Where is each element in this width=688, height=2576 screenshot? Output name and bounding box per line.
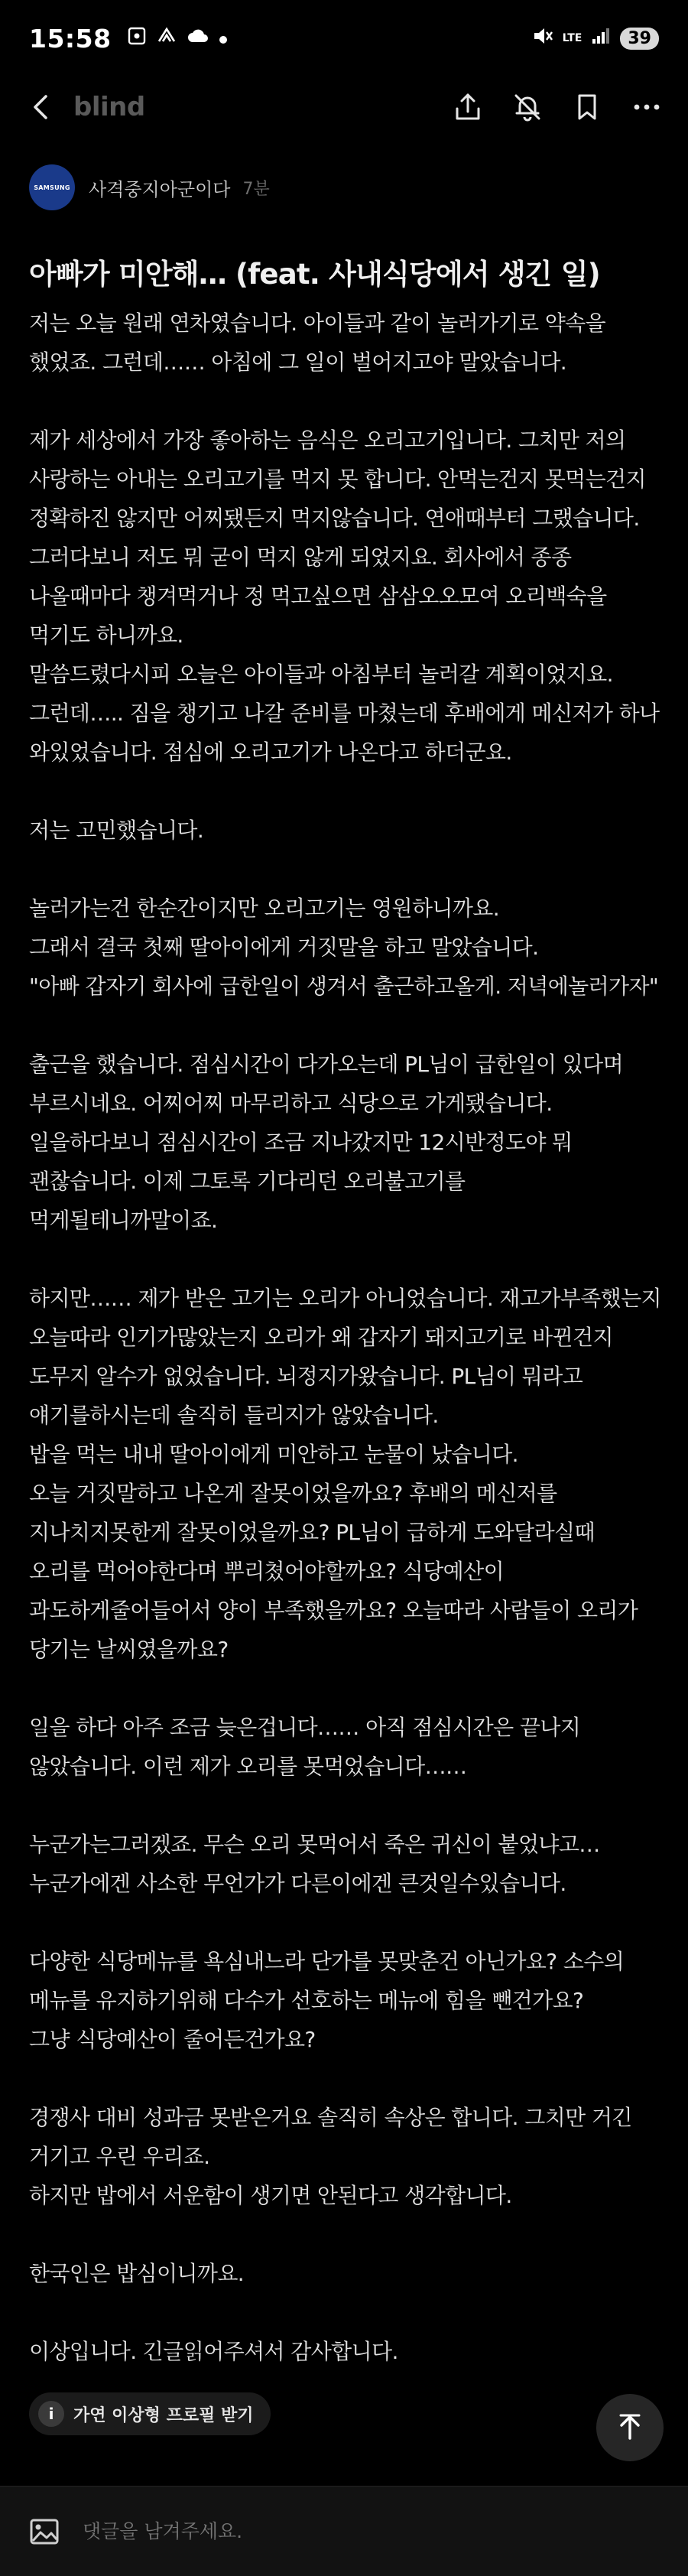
post-body-line: 밥을 먹는 내내 딸아이에게 미안하고 눈물이 났습니다.	[29, 1442, 518, 1467]
paragraph-gap	[29, 2059, 664, 2098]
notification-off-button[interactable]	[509, 89, 546, 125]
paragraph-gap	[29, 1786, 664, 1825]
post-body-line: "아빠 갑자기 회사에 급한일이 생겨서 출근하고올게. 저녁에놀러가자"	[29, 974, 659, 999]
post-body-line: 얘기를하시는데 솔직히 들리지가 않았습니다.	[29, 1403, 439, 1428]
post-body-line: 거기고 우린 우리죠.	[29, 2144, 210, 2169]
post-body-line: 말씀드렸다시피 오늘은 아이들과 아침부터 놀러갈 계획이었지요.	[29, 662, 613, 687]
more-icon	[631, 92, 662, 122]
post-body-line: 그냥 식당예산이 줄어든건가요?	[29, 2027, 316, 2052]
signal-icon	[591, 27, 611, 50]
status-left-icons	[127, 26, 228, 51]
share-icon	[453, 92, 483, 122]
post-body-line: 누군가는그러겠죠. 무슨 오리 못먹어서 죽은 귀신이 붙었냐고…	[29, 1832, 600, 1857]
post-body-line: 부르시네요. 어찌어찌 마무리하고 식당으로 가게됐습니다.	[29, 1091, 553, 1116]
post-body-line: 경쟁사 대비 성과금 못받은거요 솔직히 속상은 합니다. 그치만 거긴	[29, 2105, 632, 2130]
post-body-line: 그러다보니 저도 뭐 굳이 먹지 않게 되었지요. 회사에서 종종	[29, 545, 572, 570]
profile-chip[interactable]	[29, 2392, 271, 2435]
post-body-line: 저는 고민했습니다.	[29, 818, 204, 843]
arrow-up-icon	[615, 2412, 645, 2443]
post-body-line: 당기는 날씨였을까요?	[29, 1637, 229, 1662]
paragraph-gap	[29, 382, 664, 421]
back-button[interactable]	[23, 89, 60, 125]
cloud-icon	[187, 27, 209, 50]
post-body-line: 일을 하다 아주 조금 늦은겁니다…… 아직 점심시간은 끝나지	[29, 1715, 581, 1740]
lte-icon: LTE	[562, 32, 583, 44]
back-arrow-icon	[31, 93, 52, 121]
post-body-line: 놀러가는건 한순간이지만 오리고기는 영원하니까요.	[29, 896, 500, 921]
post-body-line: 오늘 거짓말하고 나온게 잘못이었을까요? 후배의 메신저를	[29, 1481, 557, 1506]
more-button[interactable]	[628, 89, 665, 125]
post-body-line: 일을하다보니 점심시간이 조금 지나갔지만 12시반정도야 뭐	[29, 1130, 573, 1155]
paragraph-gap	[29, 850, 664, 889]
post-body-line: 이상입니다. 긴글읽어주셔서 감사합니다.	[29, 2339, 398, 2364]
paragraph-gap	[29, 1006, 664, 1045]
post-body-line: 출근을 했습니다. 점심시간이 다가오는데 PL님이 급한일이 있다며	[29, 1052, 624, 1077]
app-bar	[0, 76, 688, 138]
author-name[interactable]: 사격중지아군이다	[89, 178, 231, 200]
profile-chip-label: 가연 이상형 프로필 받기	[73, 2405, 254, 2425]
info-icon: i	[38, 2401, 64, 2427]
post-body-line: 누군가에겐 사소한 무언가가 다른이에겐 큰것일수있습니다.	[29, 1871, 566, 1896]
paragraph-gap	[29, 772, 664, 811]
post-body-line: 했었죠. 그런데…… 아침에 그 일이 벌어지고야 말았습니다.	[29, 350, 567, 375]
paragraph-gap	[29, 2215, 664, 2254]
post-body-line: 도무지 알수가 없었습니다. 뇌정지가왔습니다. PL님이 뭐라고	[29, 1364, 583, 1389]
bookmark-icon	[572, 92, 602, 122]
screenshot-icon	[127, 26, 147, 51]
post-body-line: 나올때마다 챙겨먹거나 정 먹고싶으면 삼삼오오모여 오리백숙을	[29, 584, 607, 609]
post-body-line: 먹게될테니까말이죠.	[29, 1208, 218, 1233]
post-body-line: 메뉴를 유지하기위해 다수가 선호하는 메뉴에 힘을 뺀건가요?	[29, 1988, 584, 2013]
post-title: 아빠가 미안해… (feat. 사내식당에서 생긴 일)	[29, 258, 600, 291]
company-avatar[interactable]: SAMSUNG	[29, 164, 75, 210]
comment-input[interactable]	[83, 2520, 618, 2542]
scroll-top-button[interactable]	[596, 2394, 664, 2461]
blind-logo[interactable]: blind	[73, 92, 145, 122]
post-body	[29, 304, 664, 2371]
post-body-line: 제가 세상에서 가장 좋아하는 음식은 오리고기입니다. 그치만 저의	[29, 428, 626, 453]
paragraph-gap	[29, 1669, 664, 1708]
post-body-line: 지나치지못한게 잘못이었을까요? PL님이 급하게 도와달라실때	[29, 1520, 595, 1545]
post-body-line: 한국인은 밥심이니까요.	[29, 2261, 245, 2286]
dot-icon	[219, 27, 228, 50]
post-body-line: 정확하진 않지만 어찌됐든지 먹지않습니다. 연애때부터 그랬습니다.	[29, 506, 640, 531]
paragraph-gap	[29, 1903, 664, 1942]
paragraph-gap	[29, 1240, 664, 1279]
post-time: 7분	[242, 179, 270, 199]
status-time: 15:58	[29, 23, 112, 54]
post-body-line: 하지만…… 제가 받은 고기는 오리가 아니었습니다. 재고가부족했는지	[29, 1286, 662, 1311]
image-attach-button[interactable]	[28, 2515, 61, 2548]
post-body-line: 다양한 식당메뉴를 욕심내느라 단가를 못맞춘건 아닌가요? 소수의	[29, 1949, 625, 1974]
app-actions	[449, 89, 665, 125]
post-body-line: 와있었습니다. 점심에 오리고기가 나온다고 하더군요.	[29, 740, 512, 765]
post-body-line: 하지만 밥에서 서운함이 생기면 안된다고 생각합니다.	[29, 2183, 512, 2208]
post-body-line: 오늘따라 인기가많았는지 오리가 왜 갑자기 돼지고기로 바뀐건지	[29, 1325, 613, 1350]
post-body-line: 그래서 결국 첫째 딸아이에게 거짓말을 하고 말았습니다.	[29, 935, 539, 960]
post-body-line: 저는 오늘 원래 연차였습니다. 아이들과 같이 놀러가기로 약속을	[29, 311, 606, 336]
paragraph-gap	[29, 2293, 664, 2332]
image-icon	[29, 2518, 60, 2545]
post-body-line: 그런데….. 짐을 챙기고 나갈 준비를 마쳤는데 후배에게 메신저가 하나	[29, 701, 660, 726]
status-right	[532, 26, 659, 50]
post-body-line: 괜찮습니다. 이제 그토록 기다리던 오리불고기를	[29, 1169, 466, 1194]
mute-icon	[532, 26, 553, 50]
post-body-line: 먹기도 하니까요.	[29, 623, 183, 648]
bookmark-button[interactable]	[569, 89, 605, 125]
share-button[interactable]	[449, 89, 486, 125]
nfc-icon	[156, 26, 177, 51]
post-body-line: 오리를 먹어야한다며 뿌리쳤어야할까요? 식당예산이	[29, 1559, 505, 1584]
post-author	[29, 164, 270, 210]
notifications-off-icon	[512, 92, 543, 122]
battery-indicator: 39	[620, 28, 659, 50]
post-body-line: 과도하게줄어들어서 양이 부족했을까요? 오늘따라 사람들이 오리가	[29, 1598, 638, 1623]
post-body-line: 않았습니다. 이런 제가 오리를 못먹었습니다……	[29, 1754, 467, 1779]
comment-bar	[0, 2486, 688, 2576]
status-bar	[0, 0, 688, 76]
post-body-line: 사랑하는 아내는 오리고기를 먹지 못 합니다. 안먹는건지 못먹는건지	[29, 467, 646, 492]
